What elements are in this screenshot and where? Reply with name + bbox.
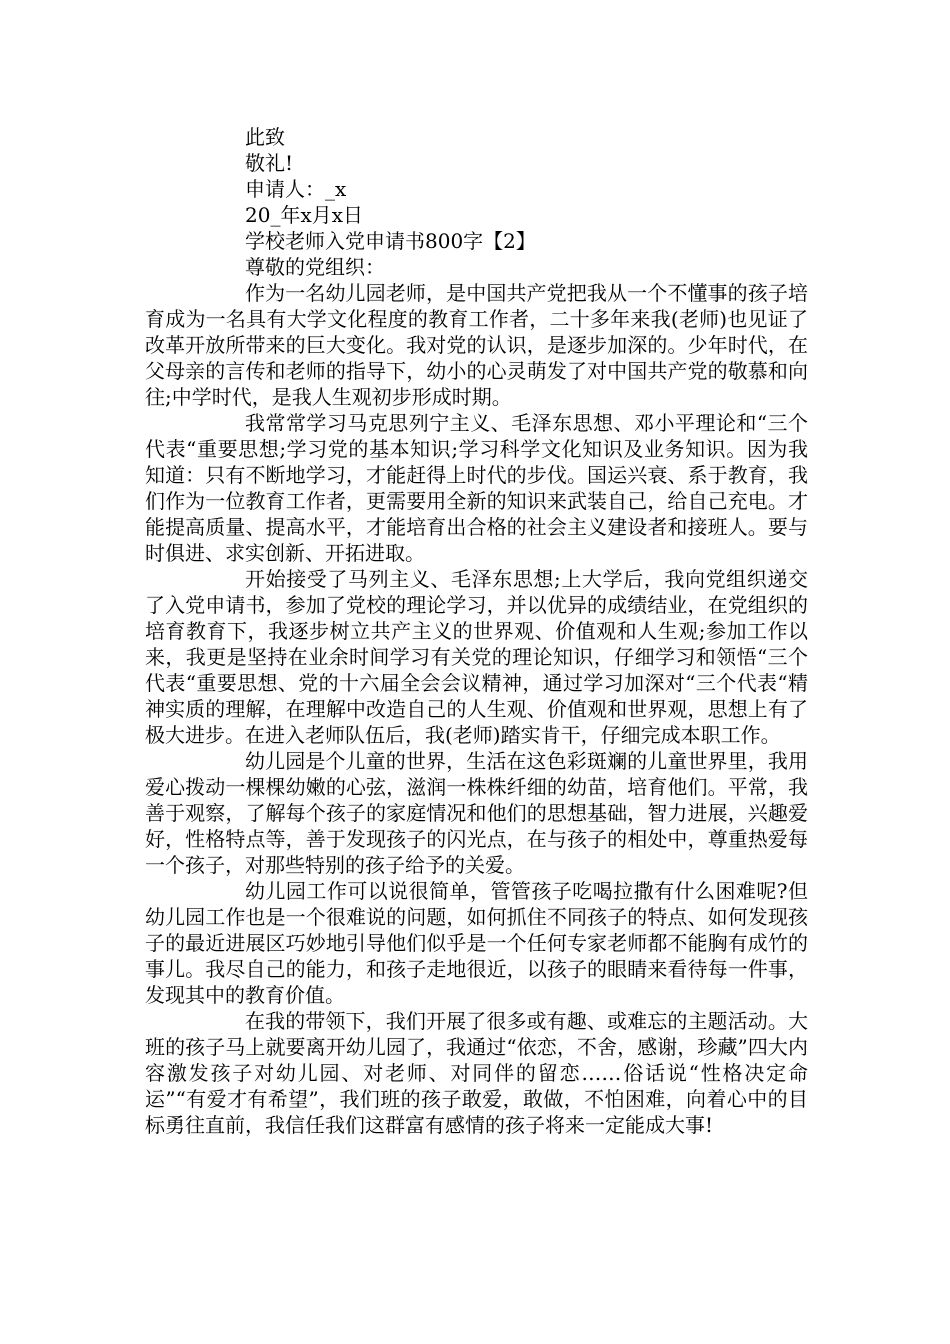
section-title: 学校老师入党申请书800字【2】 (245, 229, 536, 253)
salutation: 尊敬的党组织： (245, 255, 385, 279)
paragraph-3: 开始接受了马列主义、毛泽东思想;上大学后，我向党组织递交了入党申请书，参加了党校的理论学习，并以优异的成绩结业，在党组织的培育教育下，我逐步树立共产主义的世界观、价值观和人生观;参加工作以来，我更是坚持在业余时间学习有关党的理论知识，仔细学习和领悟“三个代表“重要思想、党的十六届全会会议精神，通过学习加深对“三个代表“精神实质的理解，在理解中改造自己的人生观、价值观和世界观，思想上有了极大进步。在进入老师队伍后，我(老师)踏实肯干，仔细完成本职工作。 (145, 567, 808, 747)
paragraph-2: 我常常学习马克思列宁主义、毛泽东思想、邓小平理论和“三个代表“重要思想;学习党的基本知识;学习科学文化知识及业务知识。因为我知道：只有不断地学习，才能赶得上时代的步伐。国运兴衰、系于教育，我们作为一位教育工作者，更需要用全新的知识来武装自己，给自己充电。才能提高质量、提高水平，才能培育出合格的社会主义建设者和接班人。要与时俱进、求实创新、开拓进取。 (145, 411, 808, 565)
date-line: 20_年x月x日 (245, 203, 364, 227)
paragraph-4: 幼儿园是个儿童的世界，生活在这色彩斑斓的儿童世界里，我用爱心拨动一棵棵幼嫩的心弦，滋润一株株纤细的幼苗，培育他们。平常，我善于观察，了解每个孩子的家庭情况和他们的思想基础，智力进展，兴趣爱好，性格特点等，善于发现孩子的闪光点，在与孩子的相处中，尊重热爱每一个孩子，对那些特别的孩子给予的关爱。 (145, 749, 808, 877)
applicant-line: 申请人：_x (245, 177, 347, 201)
paragraph-5: 幼儿园工作可以说很简单，管管孩子吃喝拉撒有什么困难呢?但幼儿园工作也是一个很难说的问题，如何抓住不同孩子的特点、如何发现孩子的最近进展区巧妙地引导他们似乎是一个任何专家老师都不能胸有成竹的事儿。我尽自己的能力，和孩子走地很近，以孩子的眼睛来看待每一件事，发现其中的教育价值。 (145, 879, 808, 1007)
closing-line-1: 此致 (245, 125, 285, 149)
document-body (145, 124, 808, 1138)
paragraph-6: 在我的带领下，我们开展了很多或有趣、或难忘的主题活动。大班的孩子马上就要离开幼儿园了，我通过“依恋，不舍，感谢，珍藏”四大内容激发孩子对幼儿园、对老师、对同伴的留恋……俗话说“性格决定命运”“有爱才有希望”，我们班的孩子敢爱，敢做，不怕困难，向着心中的目标勇往直前，我信任我们这群富有感情的孩子将来一定能成大事! (145, 1009, 808, 1137)
closing-line-2: 敬礼! (245, 151, 294, 175)
paragraph-1: 作为一名幼儿园老师，是中国共产党把我从一个不懂事的孩子培育成为一名具有大学文化程度的教育工作者，二十多年来我(老师)也见证了改革开放所带来的巨大变化。我对党的认识，是逐步加深的。少年时代，在父母亲的言传和老师的指导下，幼小的心灵萌发了对中国共产党的敬慕和向往;中学时代，是我人生观初步形成时期。 (145, 281, 808, 409)
